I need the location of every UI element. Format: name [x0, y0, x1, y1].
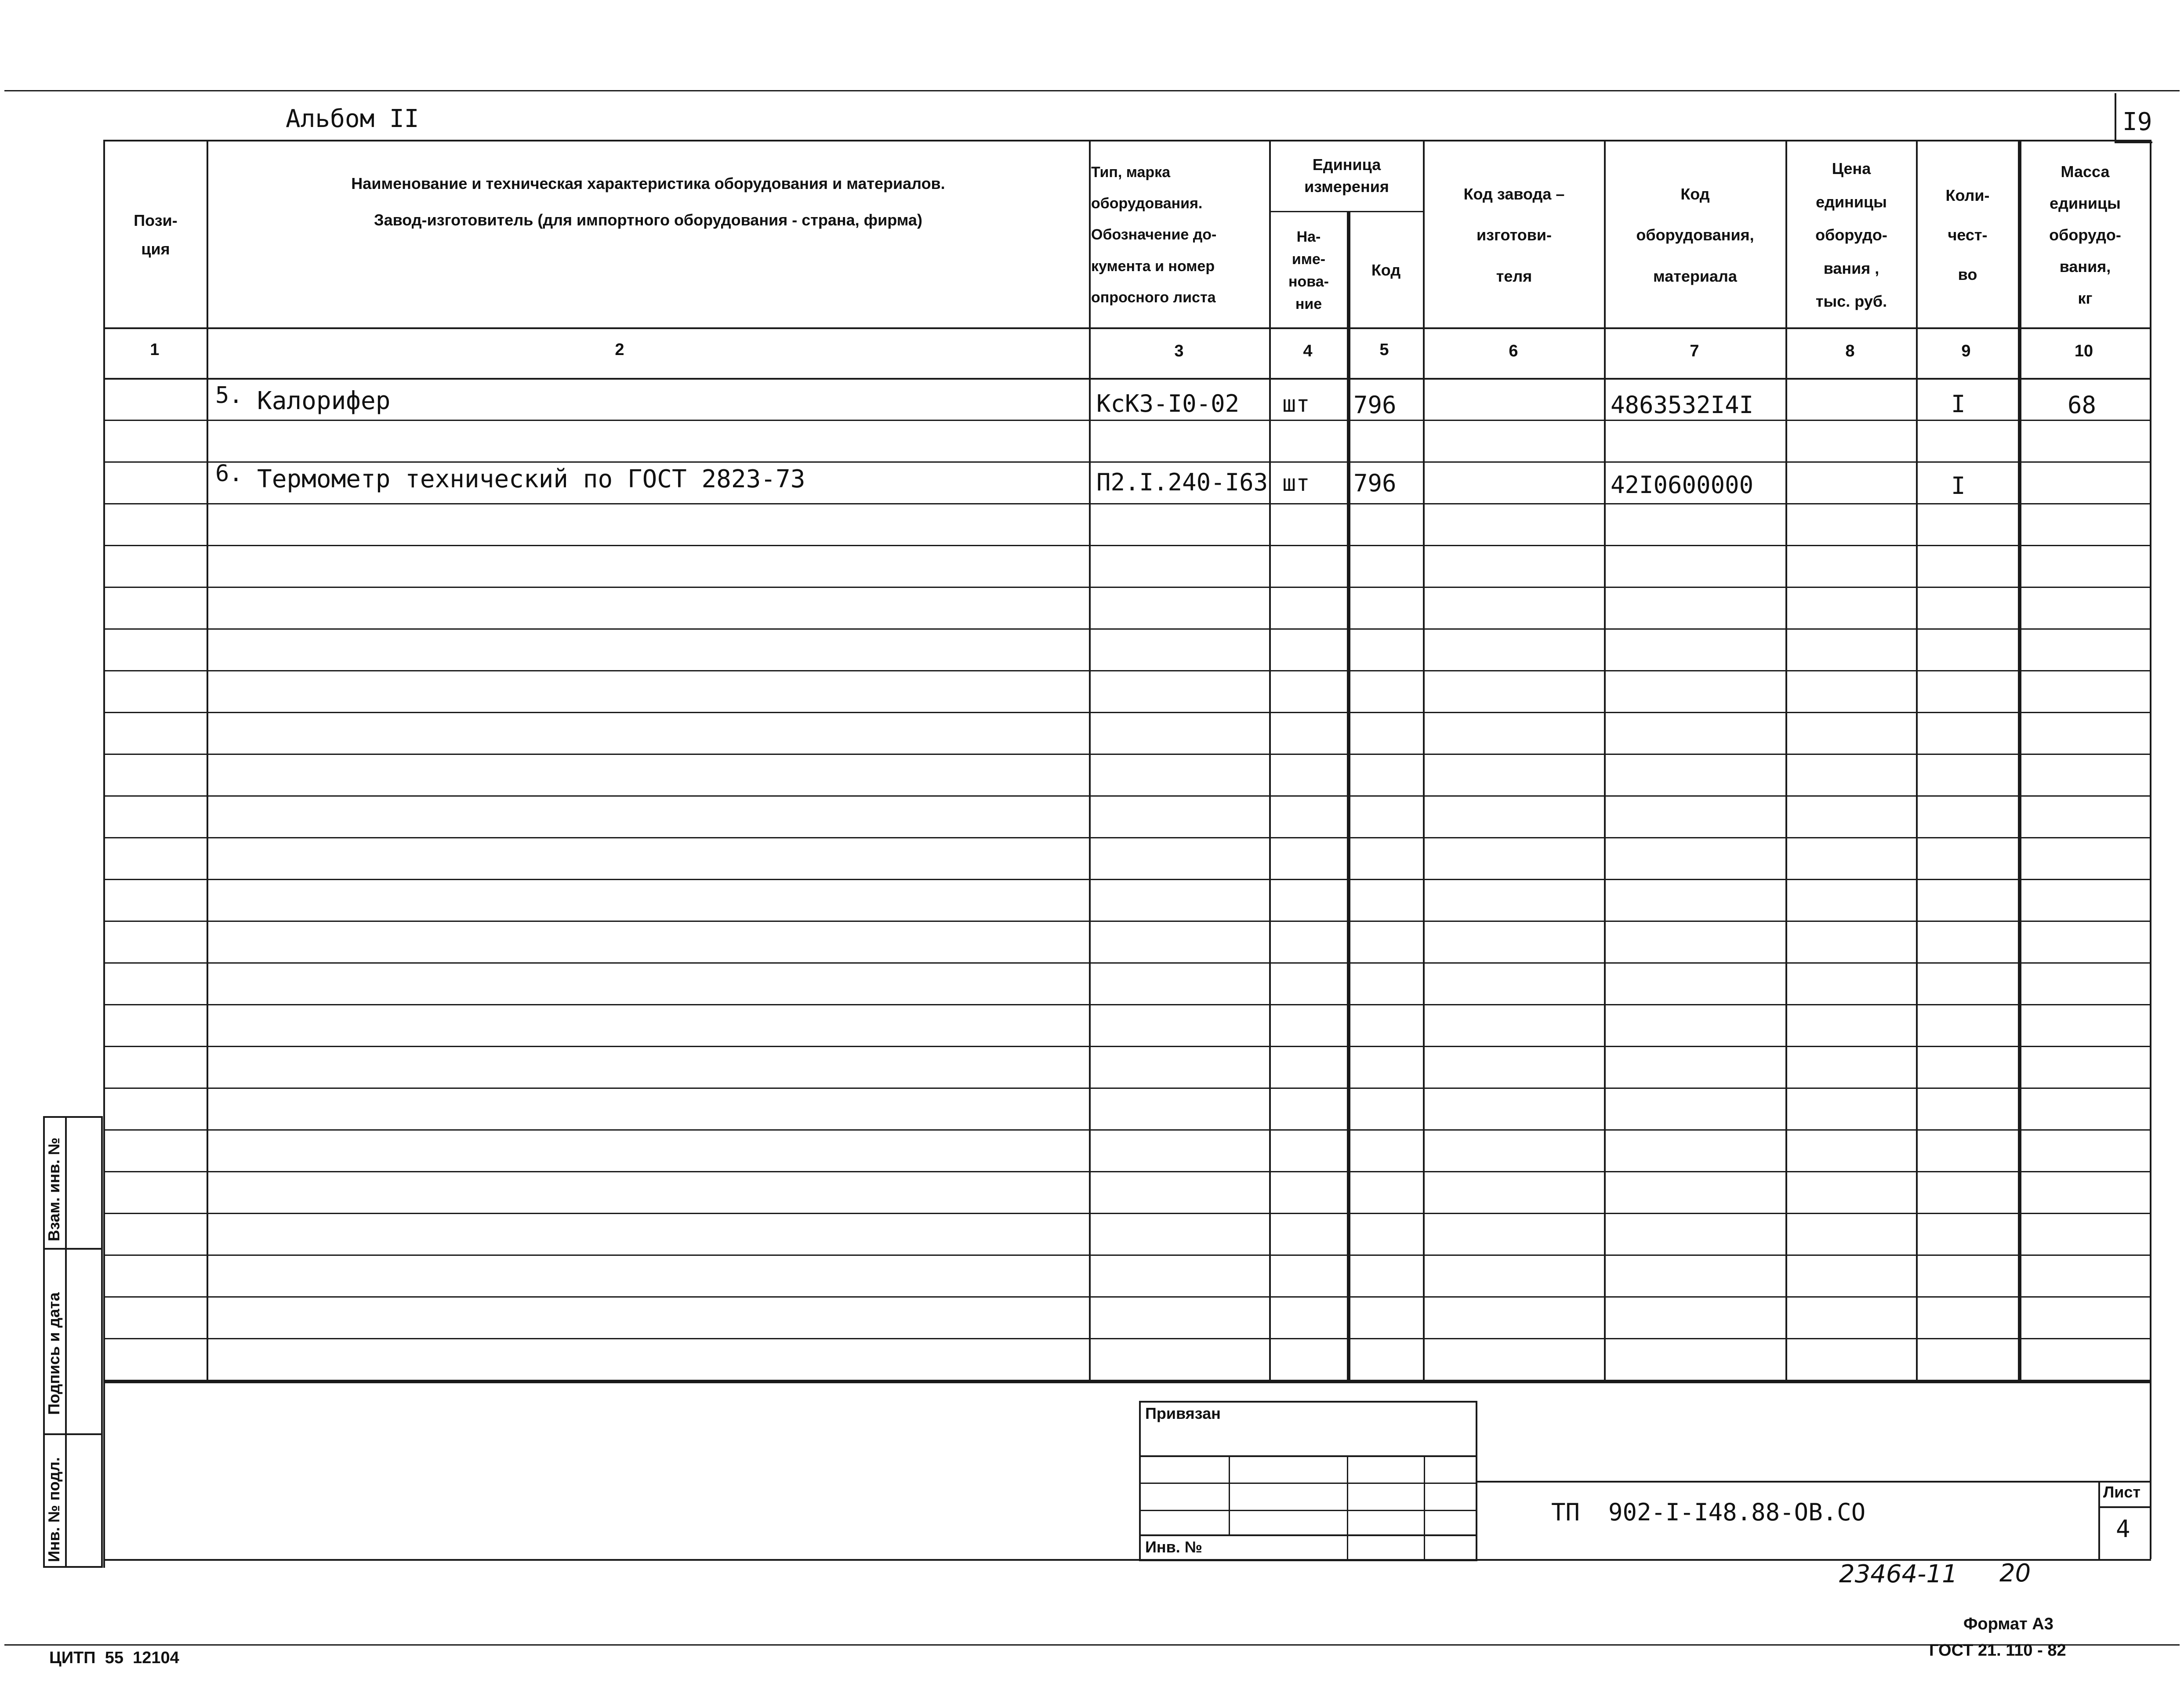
row-separator-line	[103, 795, 2151, 797]
citp-label: ЦИТП 55 12104	[49, 1649, 179, 1667]
privyazan-stamp	[1139, 1401, 1477, 1561]
col-4-right	[1347, 211, 1350, 1381]
inv-no-label: Инв. №	[1145, 1538, 1202, 1556]
row-separator-line	[103, 837, 2151, 838]
row-2-unit-code: 796	[1353, 469, 1397, 497]
colnum-8: 8	[1845, 342, 1855, 360]
row-1-unit-code: 796	[1353, 391, 1397, 419]
colnum-3: 3	[1174, 342, 1184, 360]
row-1-name: Калорифер	[257, 387, 391, 415]
sheet-box-divider	[2098, 1506, 2150, 1508]
side-stamp-line-1	[43, 1248, 103, 1250]
col-7-right	[1785, 140, 1787, 1381]
row-separator-line	[103, 1129, 2151, 1131]
unit-subheader-line	[1269, 211, 1423, 212]
sheet-number-top: I9	[2122, 108, 2152, 136]
privyazan-line-3	[1139, 1510, 1477, 1511]
unit-group-header: Единица измерения	[1304, 155, 1389, 196]
privyazan-col-3	[1424, 1455, 1425, 1561]
side-label-vzam-inv: Взам. инв. №	[45, 1137, 63, 1241]
titleblock-top-line	[1477, 1481, 2150, 1483]
row-separator-line	[103, 712, 2151, 713]
colnum-10: 10	[2074, 342, 2093, 360]
row-separator-line	[103, 921, 2151, 922]
colnum-5: 5	[1379, 341, 1389, 359]
side-stamp-divider	[65, 1116, 67, 1568]
header-col-8: Цена единицы оборудо- вания , тыс. руб.	[1815, 160, 1887, 311]
row-separator-line	[103, 628, 2151, 630]
header-col-4: На- име- нова- ние	[1288, 228, 1329, 312]
side-stamp-line-2	[43, 1433, 103, 1435]
archive-page: 20	[1999, 1559, 2031, 1588]
row-separator-line	[103, 754, 2151, 755]
colnum-9: 9	[1961, 342, 1971, 360]
frame-left-border	[103, 140, 105, 1568]
row-1-mass: 68	[2068, 391, 2097, 419]
row-separator-line	[103, 1213, 2151, 1214]
top-frame-line	[4, 90, 2180, 91]
row-separator-line	[103, 503, 2151, 504]
row-separator-line	[103, 1255, 2151, 1256]
privyazan-label: Привязан	[1145, 1404, 1221, 1422]
row-separator-line	[103, 879, 2151, 880]
col-3-right	[1269, 140, 1271, 1381]
archive-number: 23464-11	[1839, 1560, 1958, 1588]
sheet-label: Лист	[2103, 1483, 2141, 1501]
row-2-qty: I	[1951, 472, 1966, 500]
row-separator-line	[103, 461, 2151, 463]
gost-label: ГОСТ 21. 110 - 82	[1929, 1641, 2066, 1660]
privyazan-col-2	[1347, 1455, 1348, 1561]
row-2-name: Термометр технический по ГОСТ 2823-73	[257, 465, 805, 493]
header-col-6: Код завода – изготови- теля	[1463, 185, 1565, 285]
col-9-right	[2018, 140, 2021, 1381]
header-col-10: Масса единицы оборудо- вания, кг	[2049, 163, 2121, 307]
header-col-7: Код оборудования, материала	[1636, 185, 1754, 285]
col-1-right	[207, 140, 208, 1381]
colnum-1: 1	[150, 341, 160, 359]
row-2-unit: шт	[1282, 470, 1310, 497]
colnum-6: 6	[1509, 342, 1518, 360]
row-separator-line	[103, 670, 2151, 671]
privyazan-col-1	[1229, 1455, 1230, 1534]
row-separator-line	[103, 962, 2151, 964]
col-2-right	[1089, 140, 1091, 1381]
row-2-equip-code: 42I0600000	[1611, 471, 1754, 499]
row-1-unit: шт	[1282, 391, 1310, 417]
table-top-border	[103, 140, 2151, 141]
colnum-bottom-line	[103, 378, 2151, 380]
row-separator-line	[103, 1088, 2151, 1089]
row-1-type: КсКЗ-I0-02	[1096, 390, 1240, 417]
side-label-podpis-data: Подпись и дата	[45, 1292, 63, 1415]
outer-bottom-line	[4, 1644, 2180, 1646]
row-1-equip-code: 4863532I4I	[1611, 391, 1754, 419]
colnum-2: 2	[615, 341, 624, 359]
row-1-name-num: 5.	[215, 382, 243, 409]
header-col-5: Код	[1371, 261, 1401, 279]
colnum-7: 7	[1690, 342, 1699, 360]
row-separator-line	[103, 587, 2151, 588]
col-5-right	[1423, 140, 1425, 1381]
header-col-9: Коли- чест- во	[1945, 186, 1990, 283]
header-col-1: Пози- ция	[134, 211, 178, 258]
row-separator-line	[103, 420, 2151, 421]
header-col-2: Наименование и техническая характеристика оборудования и материалов. Завод-изготовитель (для импортного оборудования - страна, фирма)	[351, 174, 945, 229]
colnum-4: 4	[1303, 342, 1313, 360]
designation: ТП 902-I-I48.88-ОВ.СО	[1551, 1498, 1866, 1526]
frame-right-border	[2150, 140, 2151, 1559]
privyazan-line-4	[1139, 1534, 1477, 1536]
sheet-value: 4	[2116, 1515, 2130, 1543]
row-separator-line	[103, 1338, 2151, 1339]
header-col-3: Тип, марка оборудования. Обозначение до- кумента и номер опросного листа	[1091, 163, 1217, 306]
row-1-qty: I	[1951, 390, 1966, 418]
row-separator-line	[103, 1004, 2151, 1005]
row-separator-line	[103, 545, 2151, 546]
row-2-name-num: 6.	[215, 460, 243, 487]
col-8-right	[1916, 140, 1918, 1381]
album-title: Альбом II	[286, 105, 419, 133]
row-separator-line	[103, 1046, 2151, 1047]
privyazan-line-1	[1139, 1455, 1477, 1457]
privyazan-line-2	[1139, 1483, 1477, 1484]
row-separator-line	[103, 1171, 2151, 1172]
col-6-right	[1604, 140, 1606, 1381]
header-bottom-line	[103, 327, 2151, 329]
table-bottom-line	[103, 1380, 2151, 1383]
format-label: Формат А3	[1963, 1615, 2053, 1633]
row-separator-line	[103, 1296, 2151, 1298]
row-2-type: П2.I.240-I63	[1096, 468, 1268, 496]
side-label-inv-podl: Инв. № подл.	[45, 1457, 63, 1562]
